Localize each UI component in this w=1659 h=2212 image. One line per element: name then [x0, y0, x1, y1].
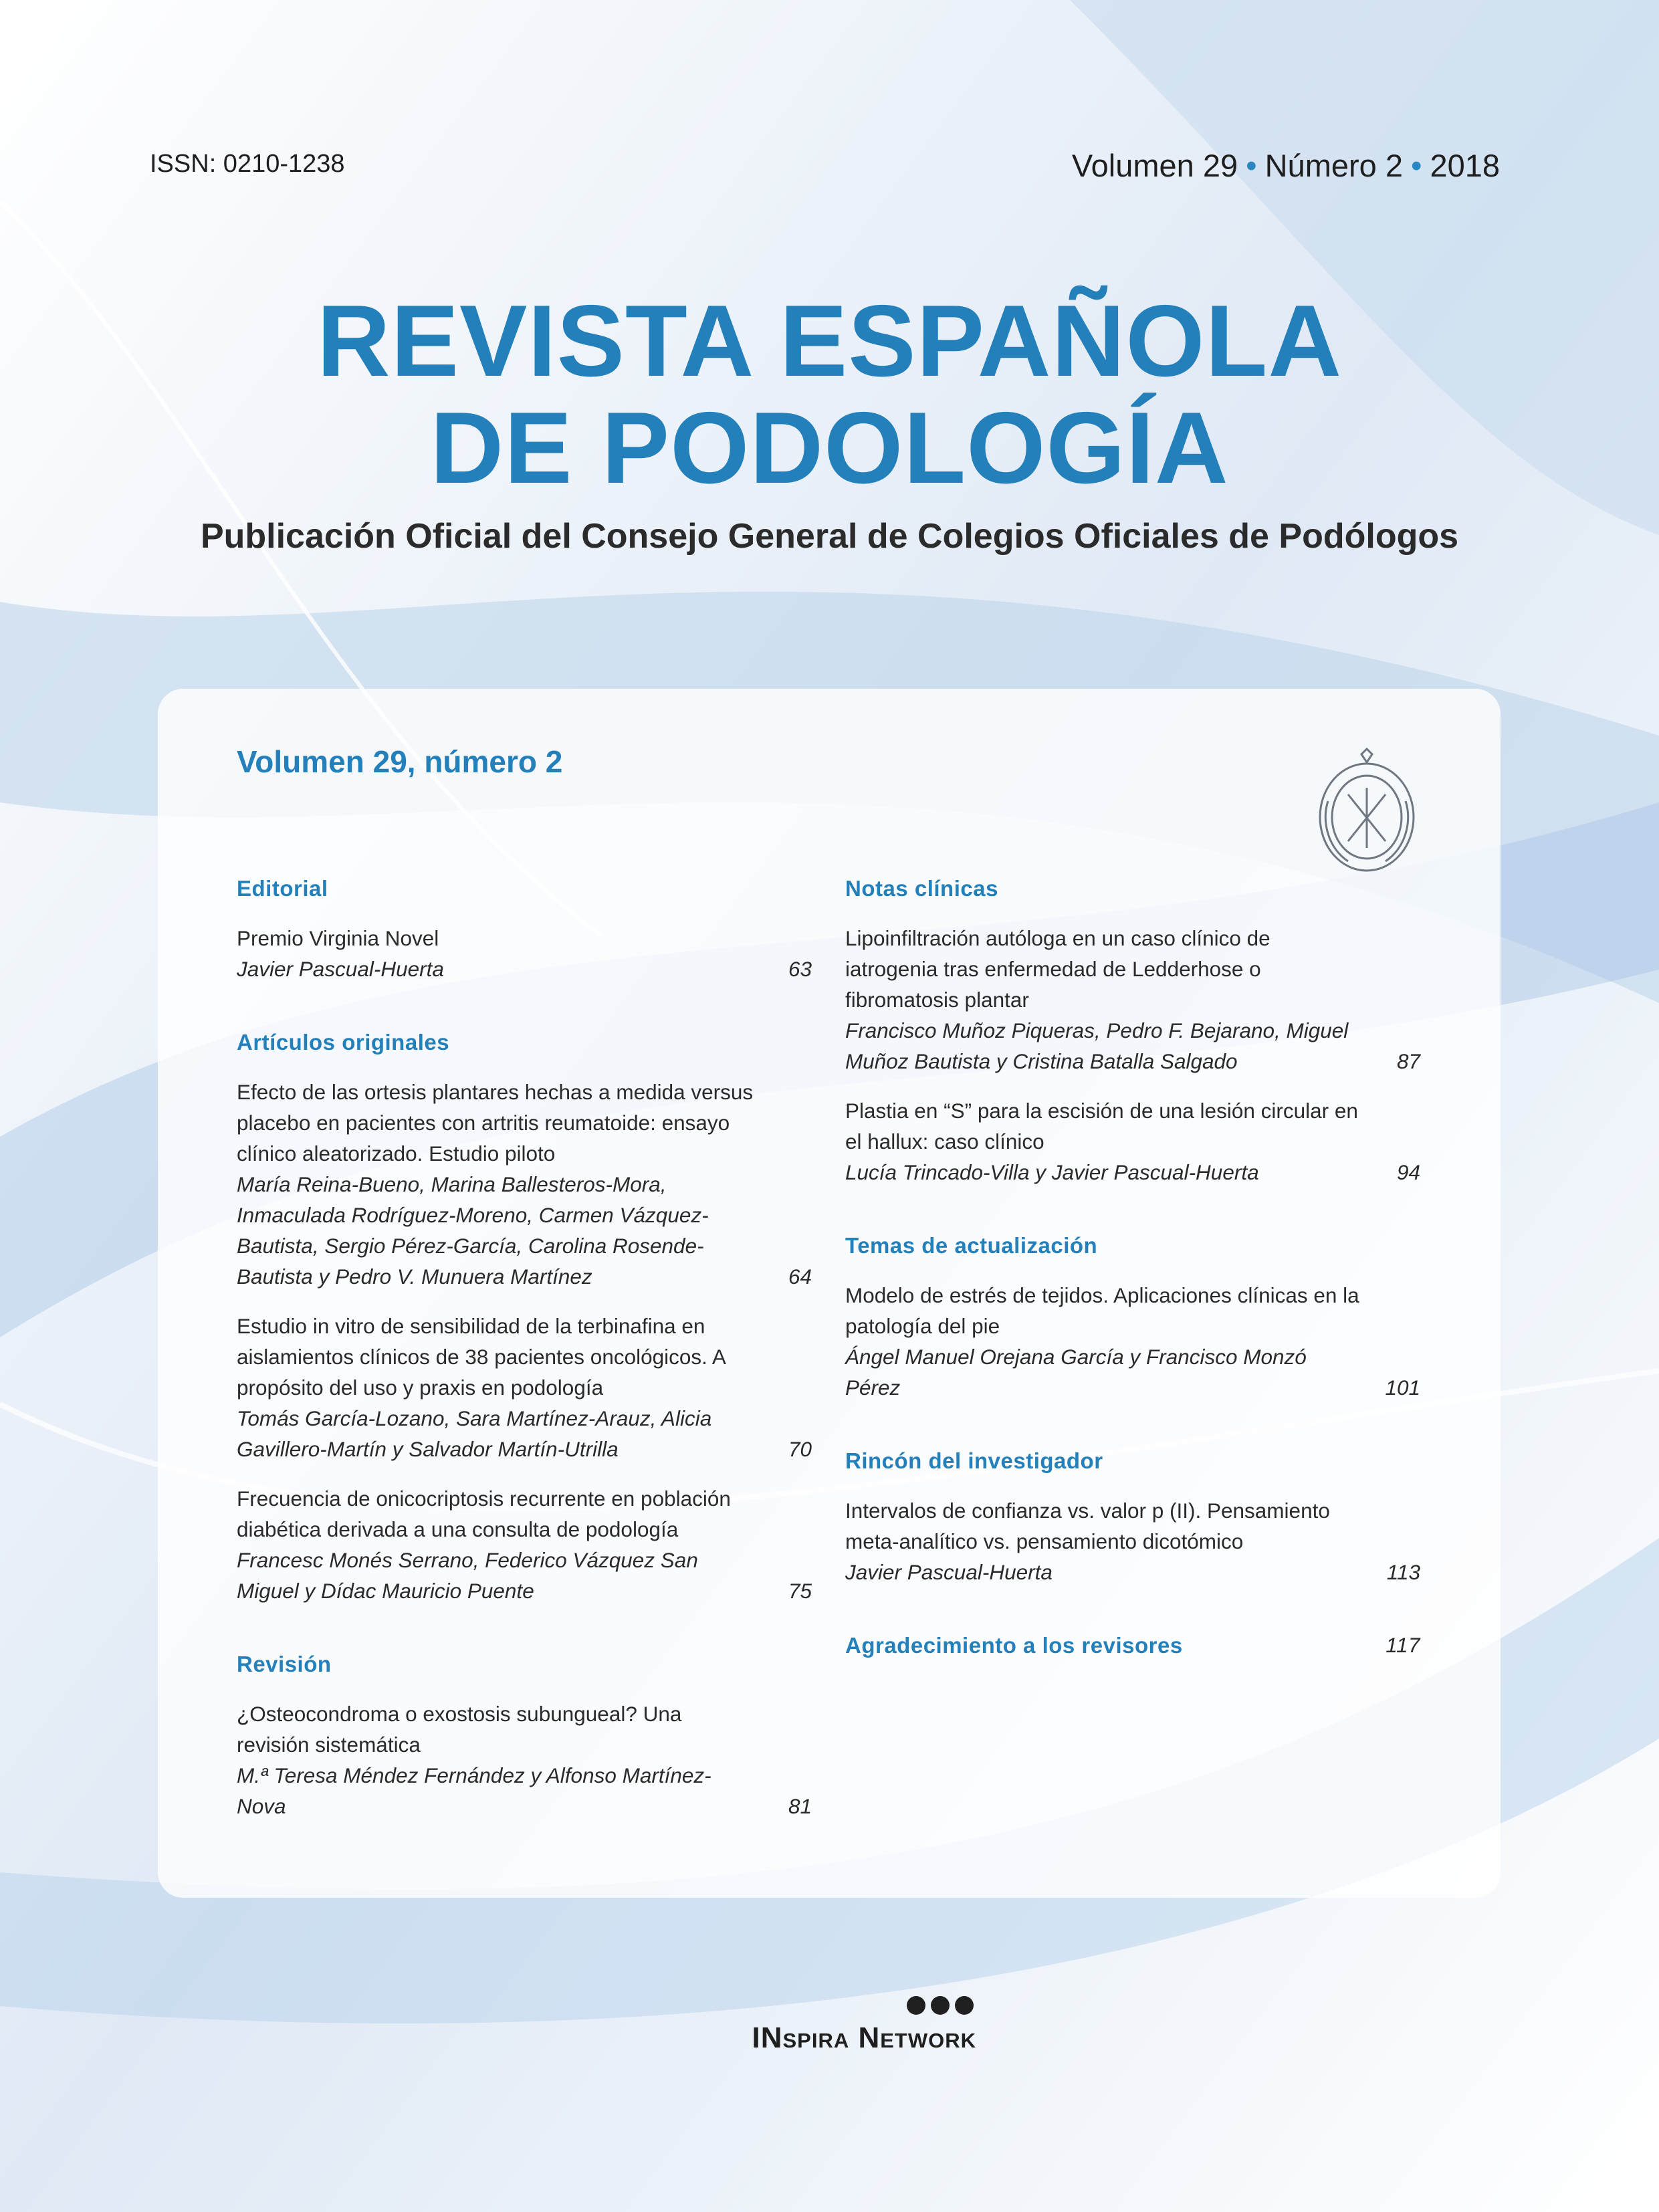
article-page: 113 — [1386, 1560, 1420, 1584]
journal-title — [0, 284, 1659, 505]
emblem-seal-icon — [1308, 748, 1426, 879]
article-authors: Lucía Trincado-Villa y Javier Pascual-Huerta — [845, 1160, 1259, 1184]
article-entry[interactable] — [845, 1280, 1420, 1403]
article-title: Modelo de estrés de tejidos. Aplicaciones clínicas en la patología del pie — [845, 1283, 1359, 1338]
volume: Volumen 29 — [1071, 148, 1238, 183]
article-entry[interactable] — [845, 1495, 1420, 1587]
article-entry[interactable] — [237, 1077, 812, 1292]
article-entry[interactable] — [237, 923, 812, 984]
article-page: 63 — [788, 957, 812, 981]
article-title: Plastia en “S” para la escisión de una lesión circular en el hallux: caso clínico — [845, 1099, 1358, 1153]
article-authors: Tomás García-Lozano, Sara Martínez-Arauz, Alicia Gavillero-Martín y Salvador Martín-Utrilla — [237, 1406, 712, 1461]
article-page: 81 — [788, 1794, 812, 1818]
article-authors: María Reina-Bueno, Marina Ballesteros-Mora, Inmaculada Rodríguez-Moreno, Carmen Vázquez-Bautista, Sergio Pérez-García, Carolina Rosende-Bautista y Pedro V. Munuera Martínez — [237, 1172, 709, 1289]
issn: ISSN: 0210-1238 — [150, 150, 345, 178]
toc-heading: Volumen 29, número 2 — [237, 744, 563, 779]
journal-title-line2: DE PODOLOGÍA — [430, 391, 1229, 505]
article-page: 101 — [1385, 1375, 1420, 1400]
toc-right-column — [845, 876, 1420, 1658]
article-authors: Javier Pascual-Huerta — [845, 1560, 1053, 1584]
article-entry[interactable] — [845, 1095, 1420, 1188]
journal-subtitle: Publicación Oficial del Consejo General de Colegios Oficiales de Podólogos — [200, 517, 1459, 556]
article-authors: M.ª Teresa Méndez Fernández y Alfonso Martínez-Nova — [237, 1763, 711, 1818]
section-original-articles: Artículos originales — [237, 1030, 450, 1055]
issue-info — [1072, 147, 1500, 184]
acknowledgement-page: 117 — [1386, 1633, 1420, 1657]
publisher-name: INspira Network — [752, 2021, 976, 2054]
bullet-icon: • — [1410, 148, 1422, 183]
section-update-topics: Temas de actualización — [845, 1233, 1098, 1258]
three-dots-logo-icon — [901, 1996, 974, 2018]
article-title: Premio Virginia Novel — [237, 926, 439, 950]
article-page: 75 — [788, 1579, 812, 1603]
journal-title-line1: REVISTA ESPAÑOLA — [316, 284, 1343, 398]
article-title: Estudio in vitro de sensibilidad de la terbinafina en aislamientos clínicos de 38 pacientes oncológicos. A propósito del uso y praxis en podología — [237, 1314, 726, 1400]
article-page: 94 — [1396, 1160, 1420, 1184]
bullet-icon: • — [1246, 148, 1257, 183]
article-title: Efecto de las ortesis plantares hechas a medida versus placebo en pacientes con artritis reumatoide: ensayo clínico aleatorizado. Estudio piloto — [237, 1080, 754, 1166]
publisher-logo — [695, 1996, 976, 2056]
toc-left-column — [237, 876, 812, 1840]
article-authors: Javier Pascual-Huerta — [237, 957, 444, 981]
article-entry[interactable] — [237, 1483, 812, 1606]
article-page: 87 — [1396, 1049, 1420, 1073]
section-editorial: Editorial — [237, 876, 328, 901]
article-entry[interactable] — [845, 923, 1420, 1077]
section-clinical-notes: Notas clínicas — [845, 876, 998, 901]
article-page: 64 — [788, 1264, 812, 1289]
section-researcher-corner: Rincón del investigador — [845, 1448, 1103, 1473]
acknowledgement-entry[interactable] — [845, 1633, 1420, 1658]
article-title: Frecuencia de onicocriptosis recurrente en población diabética derivada a una consulta de podología — [237, 1486, 731, 1541]
article-page: 70 — [788, 1437, 812, 1461]
article-authors: Francisco Muñoz Piqueras, Pedro F. Bejarano, Miguel Muñoz Bautista y Cristina Batalla Salgado — [845, 1018, 1349, 1073]
article-entry[interactable] — [237, 1698, 812, 1821]
table-of-contents — [158, 689, 1501, 1898]
article-authors: Francesc Monés Serrano, Federico Vázquez San Miguel y Dídac Mauricio Puente — [237, 1548, 698, 1603]
article-authors: Ángel Manuel Orejana García y Francisco Monzó Pérez — [845, 1345, 1307, 1400]
section-review: Revisión — [237, 1652, 332, 1676]
year: 2018 — [1430, 148, 1500, 183]
article-title: ¿Osteocondroma o exostosis subungueal? Una revisión sistemática — [237, 1702, 682, 1757]
article-entry[interactable] — [237, 1311, 812, 1464]
acknowledgement-label: Agradecimiento a los revisores — [845, 1633, 1183, 1658]
article-title: Lipoinfiltración autóloga en un caso clínico de iatrogenia tras enfermedad de Ledderhose o fibromatosis plantar — [845, 926, 1270, 1012]
article-title: Intervalos de confianza vs. valor p (II). Pensamiento meta-analítico vs. pensamiento dicotómico — [845, 1499, 1330, 1553]
number: Número 2 — [1264, 148, 1403, 183]
